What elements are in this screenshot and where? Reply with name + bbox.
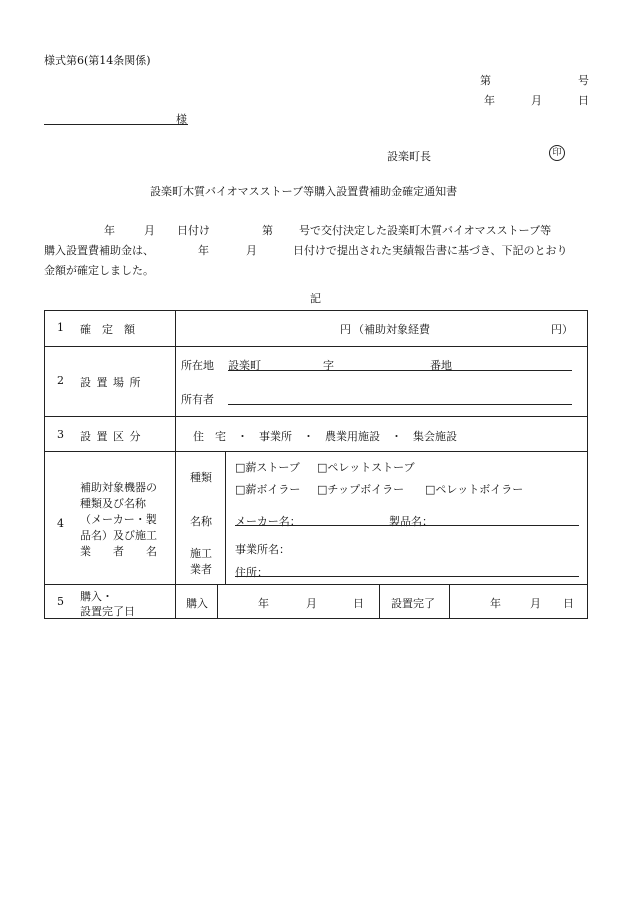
location-aza: 字 (323, 359, 334, 372)
checkbox-chip-boiler[interactable]: □ チップボイラー (317, 481, 404, 497)
col-divider (379, 584, 380, 618)
company-label: 事業所名： (235, 543, 290, 556)
location-banchi: 番地 (430, 359, 452, 372)
body-year: 年 (104, 224, 115, 237)
name-line (235, 525, 579, 526)
form-number: 様式第6(第14条関係) (44, 54, 151, 67)
recipient-suffix: 様 (176, 113, 187, 126)
row4-label-line: 補助対象機器の (80, 481, 157, 494)
row1-yen-close: 円） (551, 323, 573, 336)
recipient-line (44, 124, 188, 125)
row2-num: 2 (57, 374, 64, 387)
row4-label-line: （メーカー・製 (80, 513, 157, 526)
checkbox-wood-stove[interactable]: □ 薪ストーブ (235, 459, 300, 475)
installation-category-options: 住 宅 ・ 事業所 ・ 農業用施設 ・ 集会施設 (193, 430, 457, 443)
row4-label-line: 業 者 名 (80, 545, 157, 558)
purchase-label: 購入 (186, 597, 208, 610)
complete-day: 日 (563, 597, 574, 610)
col-divider (175, 311, 176, 618)
row1-num: 1 (57, 321, 64, 334)
installer-label: 業者 (190, 563, 212, 576)
owner-line (228, 404, 572, 405)
body-line2-month: 月 (246, 244, 257, 257)
purchase-month: 月 (306, 597, 317, 610)
checkbox-wood-boiler[interactable]: □ 薪ボイラー (235, 481, 300, 497)
row5-label-line: 設置完了日 (80, 605, 135, 618)
location-label: 所在地 (181, 359, 214, 372)
name-label: 名称 (190, 515, 212, 528)
row3-num: 3 (57, 428, 64, 441)
col-divider (449, 584, 450, 618)
row2-label: 設置場所 (80, 376, 146, 389)
doc-no-go: 号 (578, 74, 589, 87)
body-month: 月 (144, 224, 155, 237)
kind-label: 種類 (190, 471, 212, 484)
row-divider (45, 584, 587, 585)
body-line1-rest: 号で交付決定した設楽町木質バイオマスストーブ等 (299, 224, 552, 237)
doc-title: 設楽町木質バイオマスストーブ等購入設置費補助金確定通知書 (150, 185, 458, 198)
address-label: 住所： (235, 566, 268, 579)
date-day: 日 (578, 94, 589, 107)
row4-num: 4 (57, 517, 64, 530)
row-divider (45, 451, 587, 452)
ki-heading: 記 (310, 292, 321, 305)
address-line (235, 576, 579, 577)
body-line2-start: 購入設置費補助金は、 (44, 244, 154, 257)
owner-label: 所有者 (181, 393, 214, 406)
body-dated: 日付け (177, 224, 210, 237)
body-line2-rest: 日付けで提出された実績報告書に基づき、下記のとおり (293, 244, 568, 257)
product-label: 製品名： (389, 515, 433, 528)
row5-num: 5 (57, 595, 64, 608)
location-line (228, 370, 572, 371)
date-month: 月 (531, 94, 542, 107)
seal-icon: 印 (549, 145, 565, 161)
col-divider (225, 451, 226, 584)
location-town: 設楽町 (228, 359, 261, 372)
detail-table (44, 310, 588, 619)
installer-label: 施工 (190, 547, 212, 560)
row3-label: 設置区分 (80, 430, 146, 443)
purchase-year: 年 (258, 597, 269, 610)
body-dai: 第 (262, 224, 273, 237)
doc-no-dai: 第 (480, 74, 491, 87)
body-line2-year: 年 (198, 244, 209, 257)
sender: 設楽町長 (387, 150, 431, 163)
purchase-day: 日 (353, 597, 364, 610)
checkbox-pellet-stove[interactable]: □ ペレットストーブ (317, 459, 415, 475)
row1-label: 確 定 額 (80, 323, 135, 336)
maker-label: メーカー名： (235, 515, 301, 528)
date-year: 年 (484, 94, 495, 107)
row-divider (45, 346, 587, 347)
row4-label-line: 品名）及び施工 (80, 529, 157, 542)
row1-yen: 円 (340, 323, 351, 336)
row5-label-line: 購入・ (80, 590, 113, 603)
row4-label-line: 種類及び名称 (80, 497, 146, 510)
row-divider (45, 416, 587, 417)
complete-label: 設置完了 (391, 597, 435, 610)
complete-month: 月 (530, 597, 541, 610)
row1-paren: （補助対象経費 (353, 323, 430, 336)
col-divider (217, 584, 218, 618)
body-line3: 金額が確定しました。 (44, 264, 154, 277)
complete-year: 年 (490, 597, 501, 610)
checkbox-pellet-boiler[interactable]: □ ペレットボイラー (425, 481, 523, 497)
